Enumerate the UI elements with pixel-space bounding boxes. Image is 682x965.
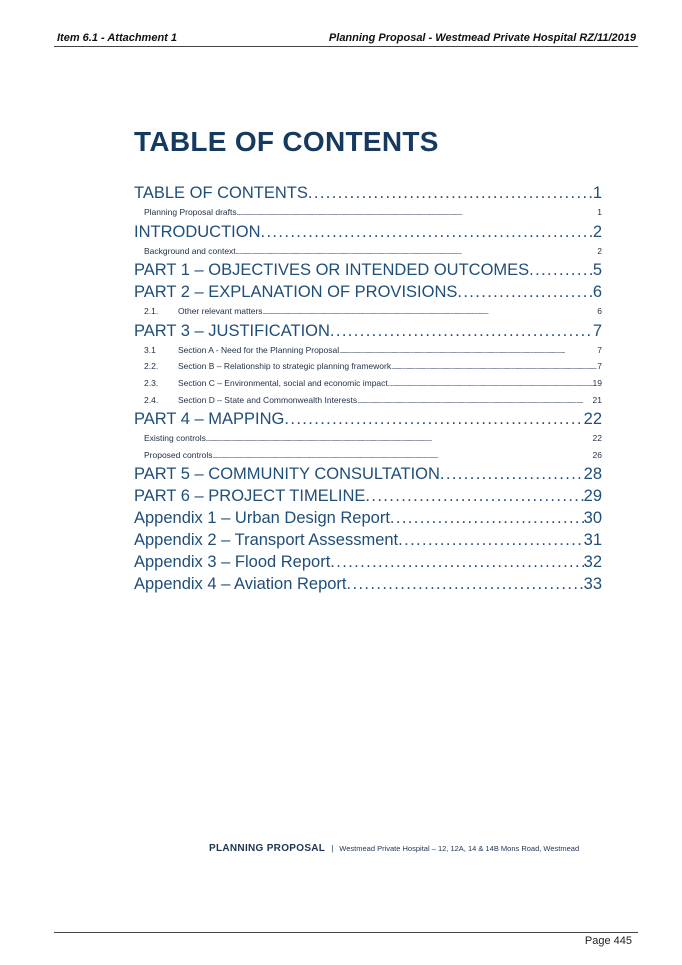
toc-entry[interactable]	[134, 182, 602, 204]
header-rule	[54, 46, 638, 47]
toc-page-number: 2	[597, 245, 602, 256]
toc-entry-text: Appendix 2 – Transport Assessment	[134, 531, 399, 550]
toc-dot-leader	[529, 259, 593, 281]
footer-separator: |	[331, 844, 334, 853]
toc-entry[interactable]	[134, 281, 602, 303]
toc-entry-text: Existing controls	[144, 433, 206, 444]
toc-page-number: 2	[592, 222, 602, 241]
page-footer	[209, 843, 579, 854]
toc-entry-text: Section C – Environmental, social and economic impact	[178, 377, 388, 388]
toc-page-number: 6	[597, 306, 602, 317]
toc-entry[interactable]	[134, 463, 602, 485]
toc-dot-leader	[347, 573, 584, 595]
toc-subentry[interactable]	[134, 392, 602, 409]
header-attachment-label: Item 6.1 - Attachment 1	[57, 32, 178, 44]
toc-entry-text: Section B – Relationship to strategic planning framework	[178, 361, 392, 372]
toc-dot-leader	[388, 375, 593, 392]
toc-entry-text: Planning Proposal drafts	[144, 207, 237, 217]
toc-dot-leader	[213, 447, 593, 464]
toc-subentry[interactable]	[134, 303, 602, 320]
toc-dot-leader	[365, 485, 583, 507]
toc-entry-text: Appendix 1 – Urban Design Report	[134, 509, 390, 528]
toc-page-number: 32	[583, 553, 602, 572]
toc-dot-leader	[206, 430, 593, 447]
footer-subtitle: Westmead Private Hospital – 12, 12A, 14 & 14B Mons Road, Westmead	[339, 844, 580, 853]
toc-dot-leader	[263, 303, 598, 320]
toc-page-number: 1	[597, 207, 602, 217]
toc-entry-number: 2.4.	[144, 394, 159, 405]
toc-entry-text: PART 3 – JUSTIFICATION	[134, 321, 330, 340]
toc-subentry[interactable]	[134, 447, 602, 464]
toc-entry-text: Other relevant matters	[178, 306, 263, 317]
toc-page-number: 33	[583, 575, 602, 594]
toc-entry-text: Proposed controls	[144, 449, 213, 460]
toc-entry[interactable]	[134, 320, 602, 342]
toc-page-number: 7	[592, 321, 602, 340]
toc-dot-leader	[330, 551, 583, 573]
toc-dot-leader	[284, 408, 583, 430]
toc-dot-leader	[440, 463, 584, 485]
toc-entry-text: Section D – State and Commonwealth Interests	[178, 394, 358, 405]
toc-page-number: 19	[592, 377, 602, 388]
toc-dot-leader	[457, 281, 592, 303]
toc-page-number: 7	[597, 344, 602, 355]
toc-entry[interactable]	[134, 485, 602, 507]
toc-entry-text: PART 4 – MAPPING	[134, 410, 285, 429]
toc-page-number: 28	[583, 465, 602, 484]
toc-entry-number: 2.2.	[144, 361, 159, 372]
toc-subentry[interactable]	[134, 430, 602, 447]
toc-dot-leader	[357, 392, 592, 409]
toc-entry[interactable]	[134, 529, 602, 551]
toc-dot-leader	[330, 320, 593, 342]
toc-entry-text: INTRODUCTION	[134, 222, 261, 241]
toc-page-number: 1	[592, 184, 602, 202]
toc-entry[interactable]	[134, 221, 602, 243]
toc-entry-text: Background and context	[144, 245, 236, 256]
toc-page-number: 26	[592, 449, 602, 460]
toc-entry-text: PART 6 – PROJECT TIMELINE	[134, 487, 366, 506]
toc-dot-leader	[261, 221, 593, 243]
toc-entry-text: Appendix 3 – Flood Report	[134, 553, 331, 572]
toc-subentry[interactable]	[134, 243, 602, 260]
toc-entry[interactable]	[134, 507, 602, 529]
toc-dot-leader	[236, 243, 598, 260]
toc-dot-leader	[390, 507, 584, 529]
toc-entry-number: 2.1.	[144, 306, 159, 317]
toc-entry-number: 3.1	[144, 344, 156, 355]
toc-page-number: 30	[583, 509, 602, 528]
toc-page-number: 22	[583, 410, 602, 429]
toc-subentry[interactable]	[134, 204, 602, 221]
toc-entry-text: PART 5 – COMMUNITY CONSULTATION	[134, 465, 440, 484]
toc-entry-text: PART 1 – OBJECTIVES OR INTENDED OUTCOMES	[134, 261, 530, 280]
toc-subentry[interactable]	[134, 358, 602, 375]
toc-page-number: 21	[592, 394, 602, 405]
toc-entry-text: Section A - Need for the Planning Proposal	[178, 344, 340, 355]
toc-entry-number: 2.3.	[144, 377, 159, 388]
toc-entry-text: PART 2 – EXPLANATION OF PROVISIONS	[134, 283, 458, 302]
toc-subentry[interactable]	[134, 342, 602, 359]
footer-rule	[54, 932, 638, 933]
table-of-contents	[134, 182, 602, 595]
toc-dot-leader	[237, 204, 598, 221]
footer-main-label: PLANNING PROPOSAL	[209, 843, 326, 854]
toc-dot-leader	[398, 529, 583, 551]
toc-dot-leader	[308, 182, 593, 204]
toc-page-number: 6	[592, 283, 602, 302]
toc-entry[interactable]	[134, 259, 602, 281]
toc-page-number: 22	[592, 433, 602, 444]
page-number: Page 445	[584, 935, 632, 947]
toc-entry[interactable]	[134, 573, 602, 595]
toc-page-number: 29	[583, 487, 602, 506]
toc-dot-leader	[391, 358, 597, 375]
toc-page-number: 7	[597, 361, 602, 372]
header-document-title: Planning Proposal - Westmead Private Hospital RZ/11/2019	[328, 32, 636, 44]
toc-entry[interactable]	[134, 551, 602, 573]
toc-subentry[interactable]	[134, 375, 602, 392]
toc-entry-text: Appendix 4 – Aviation Report	[134, 575, 347, 594]
toc-page-number: 31	[583, 531, 602, 550]
toc-entry[interactable]	[134, 408, 602, 430]
toc-dot-leader	[339, 342, 597, 359]
page-title: TABLE OF CONTENTS	[134, 126, 439, 157]
toc-page-number: 5	[592, 261, 602, 280]
toc-entry-text: TABLE OF CONTENTS	[134, 184, 308, 202]
